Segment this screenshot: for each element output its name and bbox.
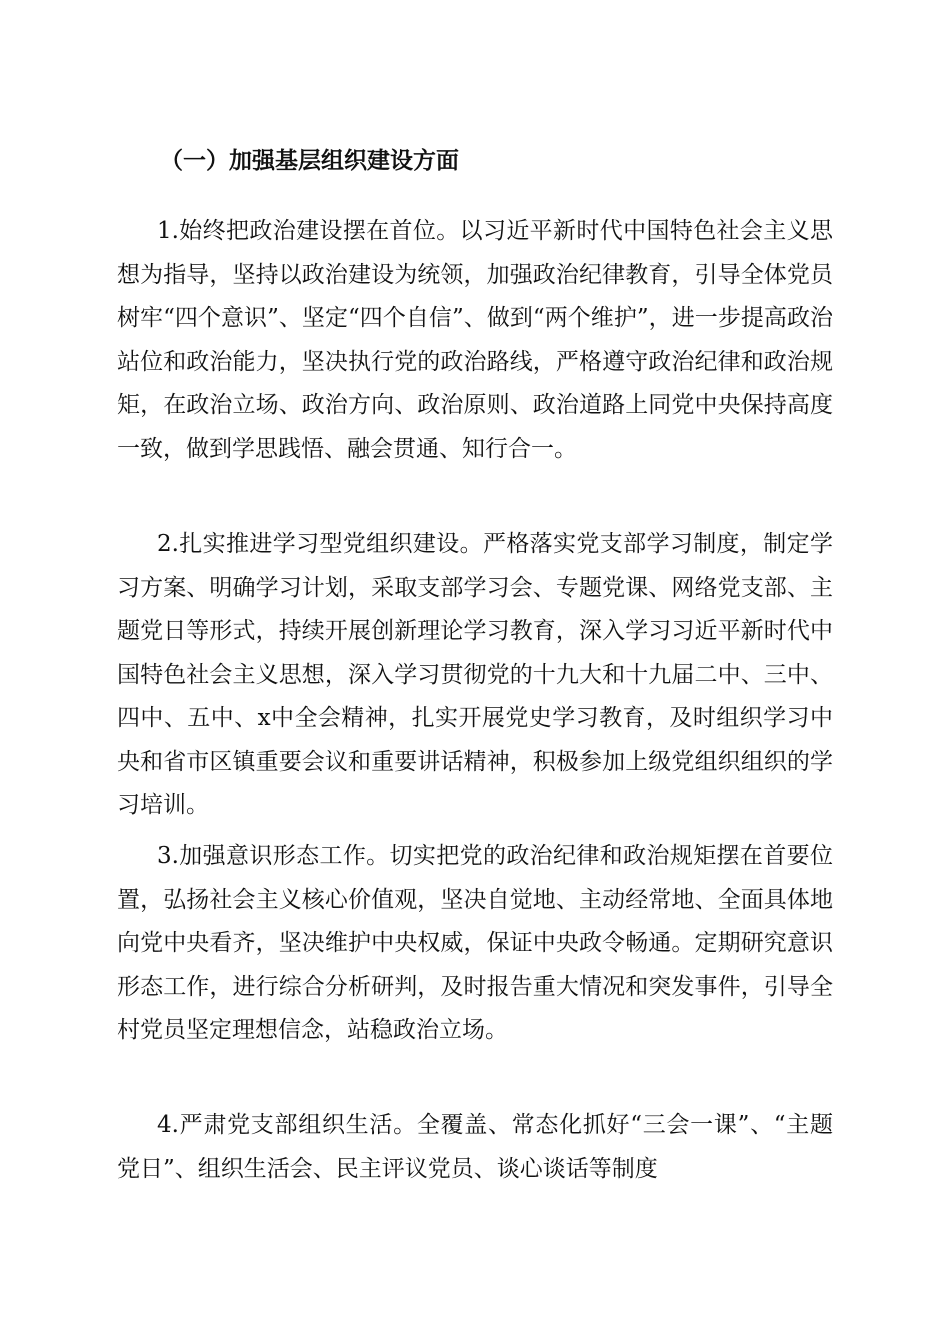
paragraph-ideology-work: 3.加强意识形态工作。切实把党的政治纪律和政治规矩摆在首要位置，弘扬社会主义核心价值观，坚决自觉地、主动经常地、全面具体地向党中央看齐，坚决维护中央权威，保证中央政令畅通。定期研究意识形态工作，进行综合分析研判，及时报告重大情况和突发事件，引导全村党员坚定理想信念，站稳政治立场。 bbox=[117, 843, 833, 1043]
paragraph-organization-life: 4.严肃党支部组织生活。全覆盖、常态化抓好“三会一课”、“主题党日”、组织生活会、民主评议党员、谈心谈话等制度 bbox=[117, 1112, 833, 1182]
paragraph-learning-organization: 2.扎实推进学习型党组织建设。严格落实党支部学习制度，制定学习方案、明确学习计划，采取支部学习会、专题党课、网络党支部、主题党日等形式，持续开展创新理论学习教育，深入学习习近平新时代中国特色社会主义思想，深入学习贯彻党的十九大和十九届二中、三中、四中、五中、x中全会精神，扎实开展党史学习教育，及时组织学习中央和省市区镇重要会议和重要讲话精神，积极参加上级党组织组织的学习培训。 bbox=[117, 531, 833, 818]
section-heading: （一）加强基层组织建设方面 bbox=[160, 147, 459, 174]
paragraph-political-construction: 1.始终把政治建设摆在首位。以习近平新时代中国特色社会主义思想为指导，坚持以政治建设为统领，加强政治纪律教育，引导全体党员树牢“四个意识”、坚定“四个自信”、做到“两个维护”，进一步提高政治站位和政治能力，坚决执行党的政治路线，严格遵守政治纪律和政治规矩，在政治立场、政治方向、政治原则、政治道路上同党中央保持高度一致，做到学思践悟、融会贯通、知行合一。 bbox=[117, 218, 833, 462]
